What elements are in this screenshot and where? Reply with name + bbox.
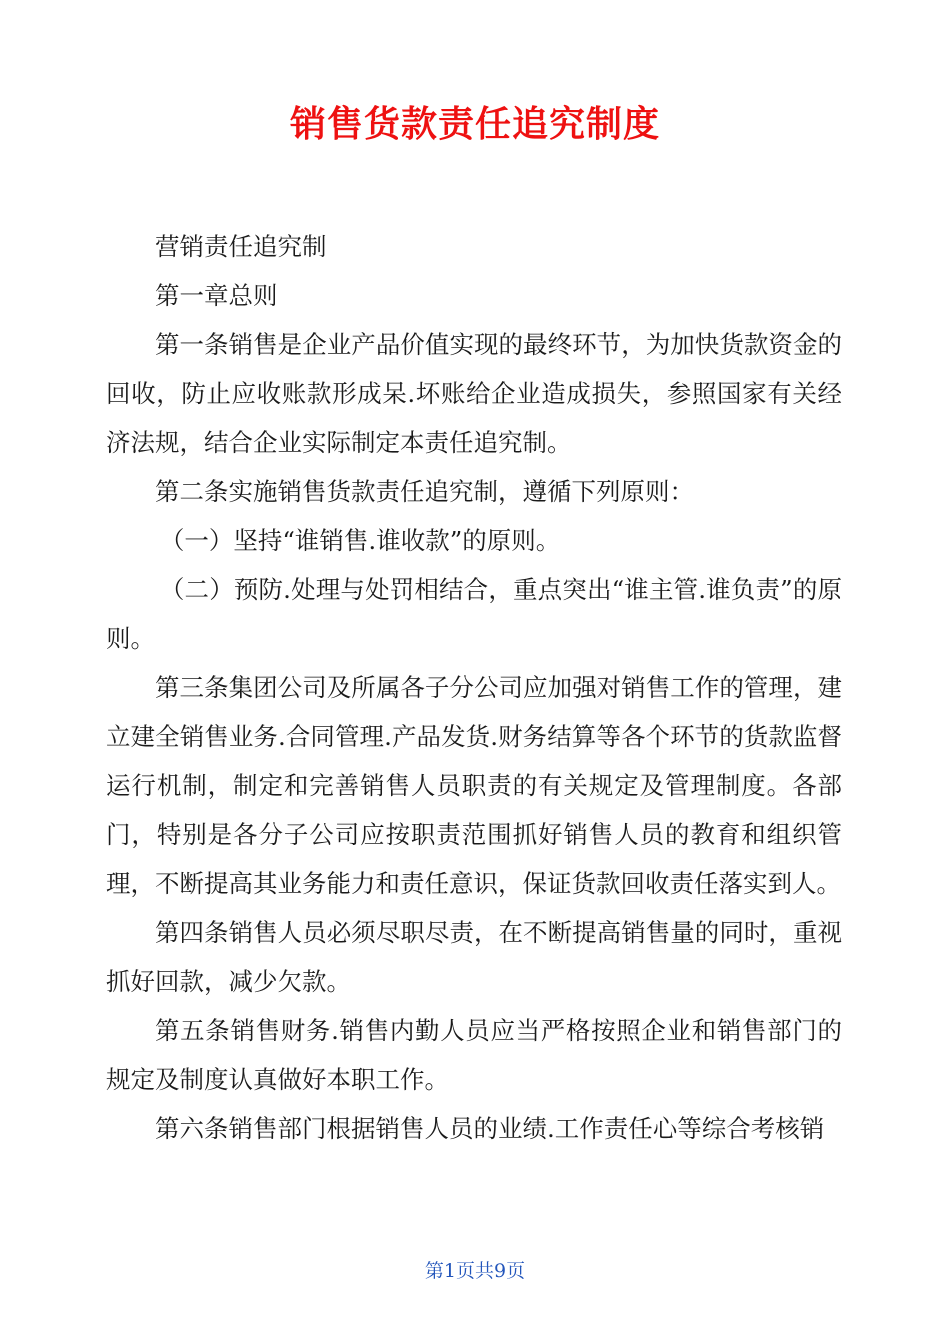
- page-number-footer: 第1页共9页: [424, 1260, 526, 1282]
- document-body: [106, 222, 842, 1153]
- document-title: 销售货款责任追究制度: [289, 104, 660, 145]
- paragraph-heading: 营销责任追究制: [155, 232, 327, 261]
- paragraph-chapter: 第一章总则: [155, 281, 278, 310]
- paragraph-article-5: 第五条销售财务.销售内勤人员应当严格按照企业和销售部门的规定及制度认真做好本职工作。: [106, 1016, 842, 1094]
- paragraph-article-2: 第二条实施销售货款责任追究制，遵循下列原则：: [155, 477, 694, 506]
- paragraph-article-4: 第四条销售人员必须尽职尽责，在不断提高销售量的同时，重视抓好回款，减少欠款。: [106, 918, 842, 996]
- paragraph-principle-1: （一）坚持“谁销售.谁收款”的原则。: [159, 526, 561, 555]
- paragraph-article-1: 第一条销售是企业产品价值实现的最终环节，为加快货款资金的回收，防止应收账款形成呆.坏账给企业造成损失，参照国家有关经济法规，结合企业实际制定本责任追究制。: [106, 330, 842, 457]
- paragraph-principle-2: （二）预防.处理与处罚相结合，重点突出“谁主管.谁负责”的原则。: [106, 575, 842, 653]
- paragraph-article-6: 第六条销售部门根据销售人员的业绩.工作责任心等综合考核销: [155, 1114, 825, 1143]
- paragraph-article-3: 第三条集团公司及所属各子分公司应加强对销售工作的管理，建立建全销售业务.合同管理.产品发货.财务结算等各个环节的货款监督运行机制，制定和完善销售人员职责的有关规定及管理制度。各部门，特别是各分子公司应按职责范围抓好销售人员的教育和组织管理，不断提高其业务能力和责任意识，保证货款回收责任落实到人。: [106, 673, 842, 898]
